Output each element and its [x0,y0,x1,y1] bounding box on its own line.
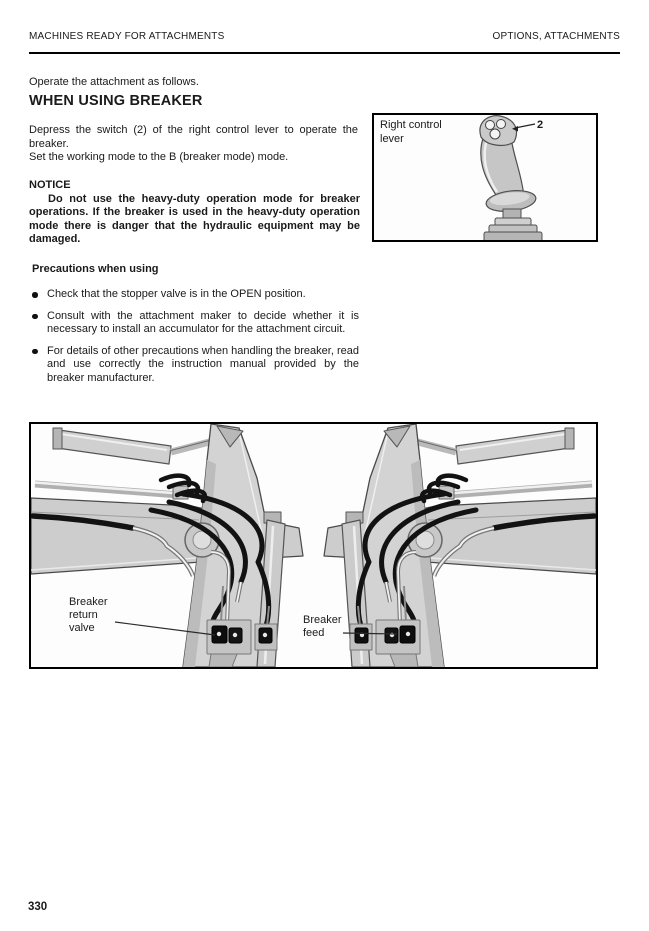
joystick-body [480,116,542,240]
bullet-icon [32,314,38,320]
intro-text: Operate the attachment as follows. [29,76,199,88]
list-item [29,310,359,337]
notice-text: Do not use the heavy-duty operation mode for breaker operations. If the breaker is used in the heavy-duty operation mode there is danger that the hydraulic equipment may be damaged. [29,192,360,245]
section-title: WHEN USING BREAKER [29,93,203,109]
header-right-title: OPTIONS, ATTACHMENTS [492,31,620,42]
list-item [29,345,359,386]
page-number: 330 [28,901,48,913]
label-line: valve [69,622,95,634]
paragraph-line: Depress the switch (2) of the right control lever to operate the breaker. [29,124,358,150]
callout-2: 2 [537,119,544,131]
notice-label: NOTICE [29,179,71,191]
list-item [29,288,359,302]
header-left-title: MACHINES READY FOR ATTACHMENTS [29,31,225,42]
list-item-text: Check that the stopper valve is in the OPEN position. [47,288,306,300]
label-line: Breaker [303,614,342,626]
label-line: return [69,609,98,621]
label-line: feed [303,627,325,639]
lever-figure [372,113,598,242]
breaker-feed-label [303,614,342,640]
precautions-list [29,288,359,393]
breaker-return-valve-label [69,596,108,635]
paragraph-line: Set the working mode to the B (breaker mode) mode. [29,151,289,163]
list-item-text: For details of other precautions when handling the breaker, read and use correctly the instruction manual provided by the breaker manufacturer. [47,344,359,384]
piping-figure [29,422,598,669]
header-rule [29,52,620,54]
paragraph-operate [29,124,358,165]
bullet-icon [32,349,38,355]
right-arm-view [324,424,596,667]
figure-caption: Right control lever [380,119,442,145]
list-item-text: Consult with the attachment maker to decide whether it is necessary to install an accumulator for the attachment circuit. [47,309,359,335]
precautions-title: Precautions when using [32,263,159,275]
bullet-icon [32,292,38,298]
notice-block [29,179,360,247]
label-line: Breaker [69,596,108,608]
